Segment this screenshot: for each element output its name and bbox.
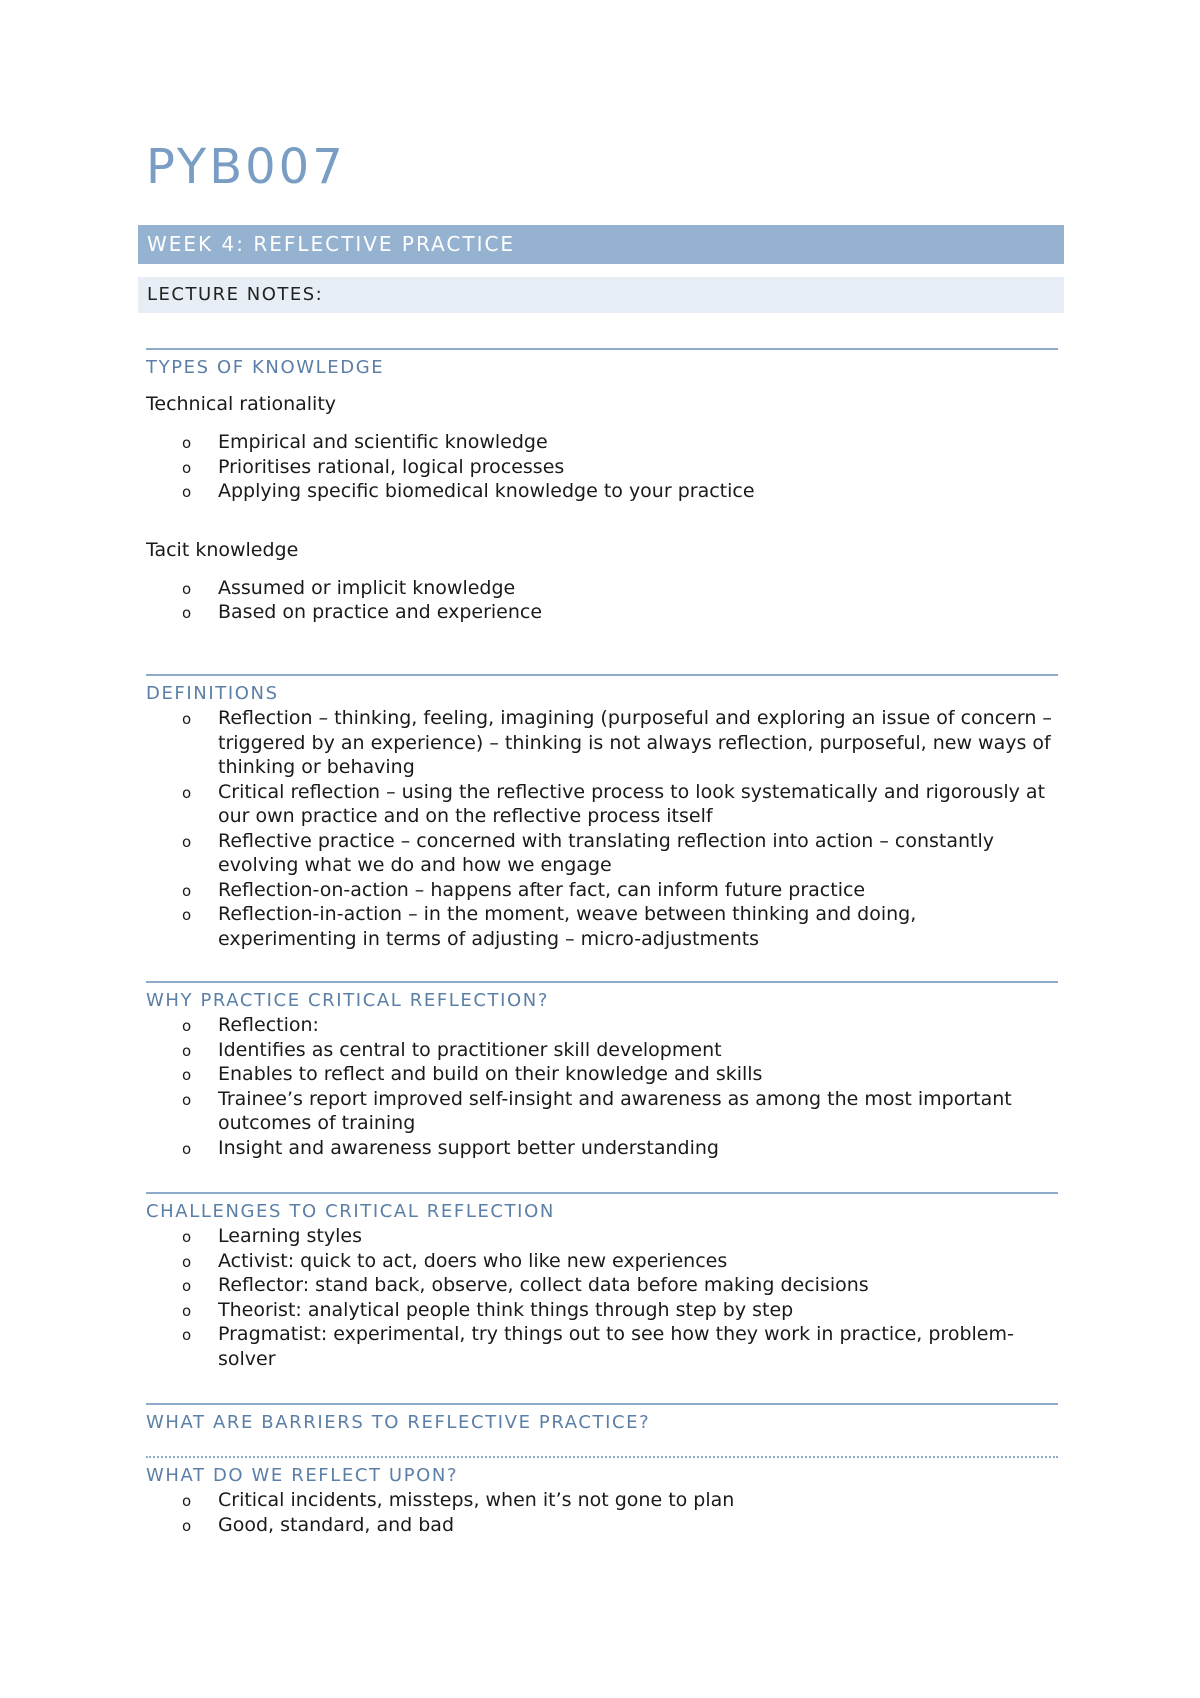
bullet-marker: o [182,483,192,501]
bullet-marker: o [182,832,192,851]
section-divider [146,1403,1058,1405]
bullet-marker: o [182,1301,192,1320]
list-item [146,829,1058,878]
list-item [146,1224,1058,1249]
bullet-list [146,1224,1058,1371]
subheading-tacit-knowledge: Tacit knowledge [146,538,299,561]
section-divider [146,1456,1058,1458]
bullet-marker: o [182,1252,192,1271]
section-divider [146,348,1058,350]
bullet-marker: o [182,881,192,900]
section-heading: WHY PRACTICE CRITICAL REFLECTION? [146,990,550,1011]
list-item [146,576,1058,601]
list-item [146,1298,1058,1323]
list-item-text: Critical reflection – using the reflective process to look systematically and rigorously at our own practice and on the reflective process itself [218,780,1046,827]
list-item-text: Insight and awareness support better understanding [218,1136,719,1159]
section-what-do-we-reflect-upon [146,1456,1058,1537]
list-item-text: Assumed or implicit knowledge [218,576,516,599]
list-item-text: Reflection-in-action – in the moment, weave between thinking and doing, experimenting in terms of adjusting – micro-adjustments [218,903,917,950]
week-heading-band: WEEK 4: REFLECTIVE PRACTICE [138,225,1064,264]
list-item [146,1513,1058,1538]
bullet-marker: o [182,1066,192,1084]
bullet-marker: o [182,1090,192,1109]
bullet-marker: o [182,458,192,477]
bullet-marker: o [182,783,192,802]
list-item [146,600,1058,625]
bullet-marker: o [182,1139,192,1158]
list-item [146,1136,1058,1161]
section-why-practice-critical-reflection [146,981,1058,1160]
bullet-marker: o [182,579,192,598]
list-item-text: Based on practice and experience [218,601,543,623]
list-item-text: Empirical and scientific knowledge [218,431,548,453]
list-item [146,1488,1058,1513]
list-item [146,1273,1058,1298]
list-item-text: Reflection – thinking, feeling, imagining (purposeful and exploring an issue of concern – triggered by an experience) – thinking is not always reflection, purposeful, new ways of thinking or behaving [218,707,1052,778]
list-item [146,1013,1058,1038]
list-item-text: Good, standard, and bad [218,1513,455,1536]
section-heading: CHALLENGES TO CRITICAL REFLECTION [146,1201,555,1222]
list-item [146,902,1058,951]
section-heading: TYPES OF KNOWLEDGE [146,357,385,378]
list-item [146,430,1058,455]
bullet-marker: o [182,1516,192,1535]
section-divider [146,981,1058,983]
list-item-text: Reflective practice – concerned with translating reflection into action – constantly evolving what we do and how we engage [218,829,995,876]
section-heading: DEFINITIONS [146,683,279,704]
list-item-text: Critical incidents, missteps, when it’s not gone to plan [218,1489,735,1511]
bullet-marker: o [182,604,192,622]
bullet-list [146,706,1058,951]
bullet-marker: o [182,710,192,728]
bullet-list [146,576,1058,625]
bullet-marker: o [182,1326,192,1344]
section-challenges-to-critical-reflection [146,1192,1058,1371]
list-item [146,1322,1058,1371]
bullet-marker: o [182,906,192,924]
bullet-marker: o [182,1041,192,1060]
list-item [146,706,1058,780]
list-item [146,479,1058,504]
bullet-list [146,1013,1058,1160]
list-item [146,455,1058,480]
lecture-notes-band: LECTURE NOTES: [138,277,1064,313]
list-item-text: Identifies as central to practitioner skill development [218,1038,722,1061]
bullet-marker: o [182,1277,192,1295]
list-item-text: Reflection-on-action – happens after fact, can inform future practice [218,878,866,901]
bullet-marker: o [182,1017,192,1035]
section-divider [146,674,1058,676]
subheading-technical-rationality: Technical rationality [146,393,337,415]
list-item-text: Applying specific biomedical knowledge to your practice [218,480,755,502]
bullet-list [146,430,1058,504]
list-item [146,1087,1058,1136]
list-item-text: Prioritises rational, logical processes [218,455,565,478]
section-barriers-to-reflective-practice [146,1403,1058,1435]
list-item-text: Reflector: stand back, observe, collect data before making decisions [218,1274,869,1296]
list-item-text: Trainee’s report improved self-insight and awareness as among the most important outcomes of training [218,1087,1012,1134]
bullet-marker: o [182,434,192,452]
list-item-text: Learning styles [218,1225,362,1247]
bullet-list [146,1488,1058,1537]
section-heading: WHAT ARE BARRIERS TO REFLECTIVE PRACTICE? [146,1412,651,1433]
list-item-text: Activist: quick to act, doers who like new experiences [218,1249,728,1272]
section-heading: WHAT DO WE REFLECT UPON? [146,1465,459,1486]
list-item-text: Reflection: [218,1014,319,1036]
list-item [146,1249,1058,1274]
list-item [146,1062,1058,1087]
list-item-text: Pragmatist: experimental, try things out to see how they work in practice, problem-solver [218,1323,1014,1370]
section-divider [146,1192,1058,1194]
list-item [146,780,1058,829]
bullet-marker: o [182,1228,192,1246]
document-title: PYB007 [146,139,346,195]
list-item [146,878,1058,903]
list-item-text: Enables to reflect and build on their knowledge and skills [218,1063,763,1085]
section-types-of-knowledge [146,348,1058,625]
section-definitions [146,674,1058,951]
list-item [146,1038,1058,1063]
bullet-marker: o [182,1492,192,1510]
list-item-text: Theorist: analytical people think things through step by step [218,1298,794,1321]
